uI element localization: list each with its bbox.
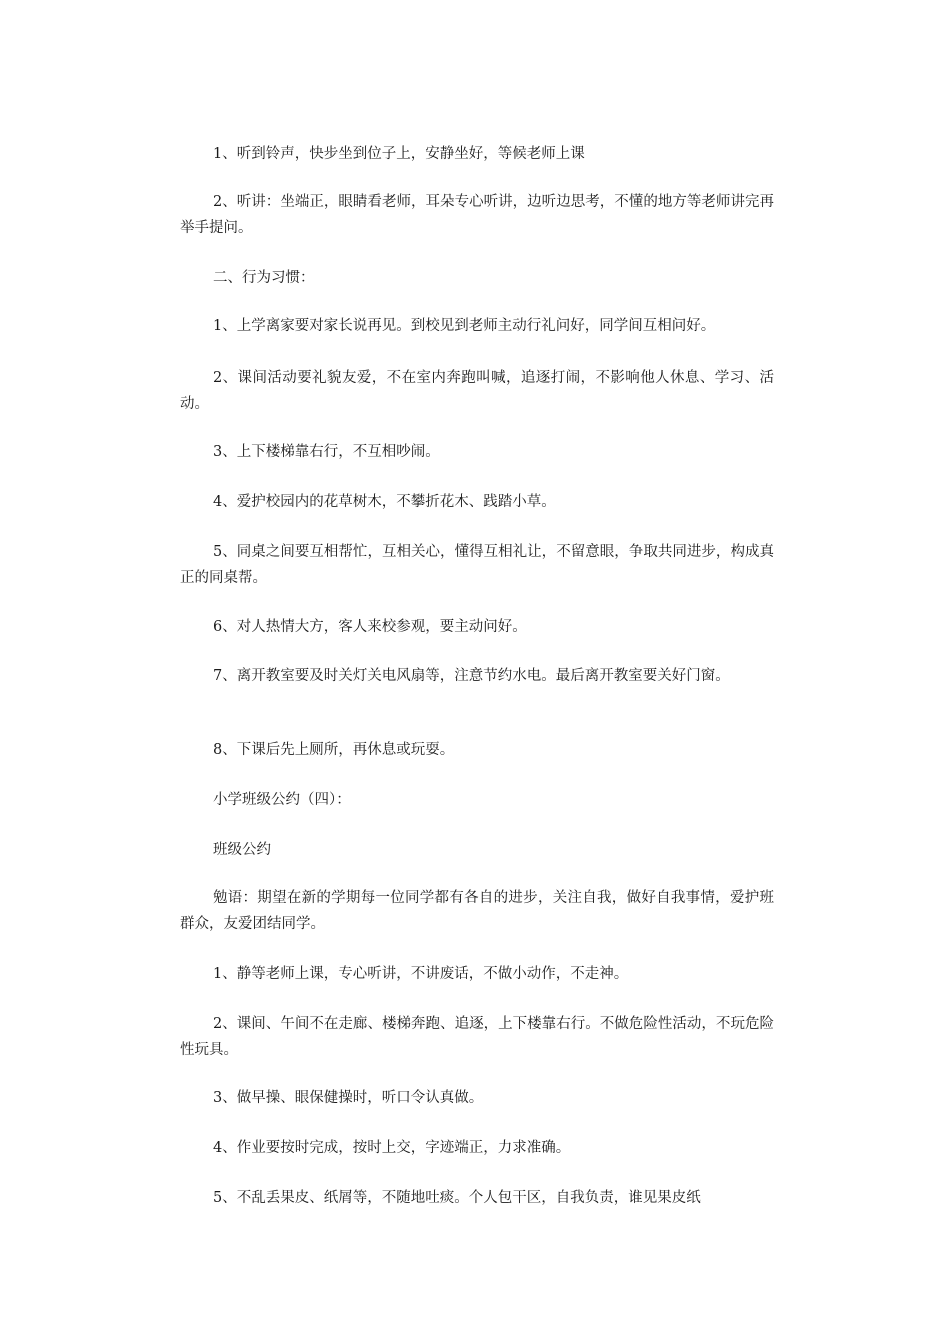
document-page [180,0,774,1344]
paragraph-behavior-greeting: 1、上学离家要对家长说再见。到校见到老师主动行礼问好，同学间互相问好。 [213,318,716,334]
section-heading-class-pact: 班级公约 [213,842,271,858]
paragraph-pact-rule-1: 1、静等老师上课，专心听讲，不讲废话，不做小动作，不走神。 [213,966,629,982]
paragraph-behavior-recess: 2、课间活动要礼貌友爱，不在室内奔跑叫喊，追逐打闹，不影响他人休息、学习、活动。 [180,370,774,412]
paragraph-pact-rule-3: 3、做早操、眼保健操时，听口令认真做。 [213,1090,484,1106]
section-heading-behavior-habits: 二、行为习惯： [213,270,315,286]
paragraph-pact-rule-4: 4、作业要按时完成，按时上交，字迹端正，力求准确。 [213,1140,571,1156]
paragraph-behavior-stairs: 3、上下楼梯靠右行，不互相吵闹。 [213,444,440,460]
paragraph-behavior-after-class: 8、下课后先上厕所，再休息或玩耍。 [213,742,455,758]
paragraph-behavior-plants: 4、爱护校园内的花草树木，不攀折花木、践踏小草。 [213,494,556,510]
paragraph-behavior-deskmate: 5、同桌之间要互相帮忙，互相关心，懂得互相礼让，不留意眼，争取共同进步，构成真正的同桌帮。 [180,544,774,586]
paragraph-pact-rule-2: 2、课间、午间不在走廊、楼梯奔跑、追逐，上下楼靠右行。不做危险性活动，不玩危险性玩具。 [180,1016,774,1058]
section-heading-class-pact-four: 小学班级公约（四）： [213,792,351,808]
paragraph-behavior-save-power: 7、离开教室要及时关灯关电风扇等，注意节约水电。最后离开教室要关好门窗。 [213,668,730,684]
paragraph-pact-rule-5: 5、不乱丢果皮、纸屑等，不随地吐痰。个人包干区，自我负责，谁见果皮纸 [213,1190,701,1206]
paragraph-behavior-guests: 6、对人热情大方，客人来校参观，要主动问好。 [213,619,527,635]
paragraph-rule-listen-bell: 1、听到铃声，快步坐到位子上，安静坐好，等候老师上课 [213,146,585,162]
paragraph-motto: 勉语：期望在新的学期每一位同学都有各自的进步，关注自我，做好自我事情，爱护班群众，友爱团结同学。 [180,890,774,932]
paragraph-rule-attend-lecture: 2、听讲：坐端正，眼睛看老师，耳朵专心听讲，边听边思考，不懂的地方等老师讲完再举手提问。 [180,194,774,236]
